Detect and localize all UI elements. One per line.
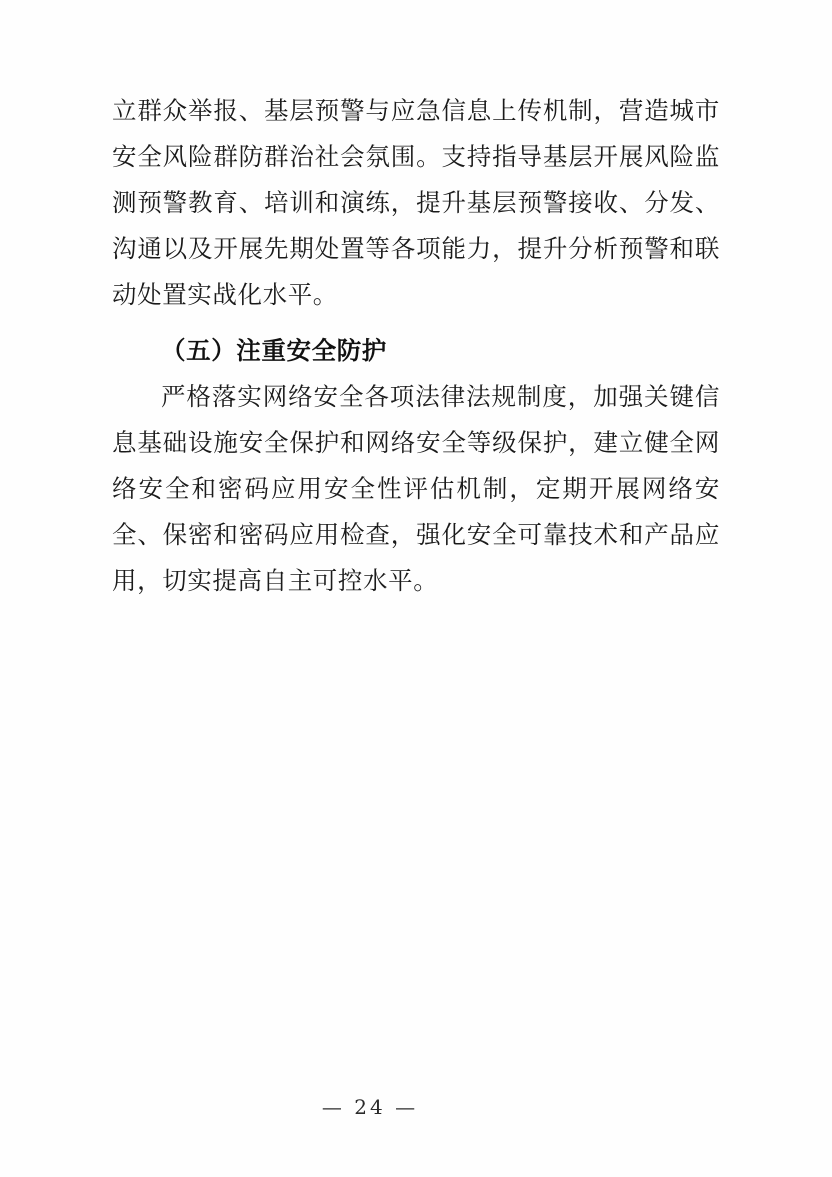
section-heading-five: （五）注重安全防护: [161, 336, 387, 365]
paragraph-security-protection: 严格落实网络安全各项法律法规制度，加强关键信息基础设施安全保护和网络安全等级保护，建立健全网络安全和密码应用安全性评估机制，定期开展网络安全、保密和密码应用检查，强化安全可靠技术和产品应用，切实提高自主可控水平。: [112, 382, 720, 595]
paragraph-continued: 立群众举报、基层预警与应急信息上传机制，营造城市安全风险群防群治社会氛围。支持指导基层开展风险监测预警教育、培训和演练，提升基层预警接收、分发、沟通以及开展先期处置等各项能力，提升分析预警和联动处置实战化水平。: [112, 96, 720, 309]
page-content: [112, 88, 720, 604]
page-footer: [0, 1095, 832, 1119]
page-number: — 24 —: [321, 1095, 419, 1119]
